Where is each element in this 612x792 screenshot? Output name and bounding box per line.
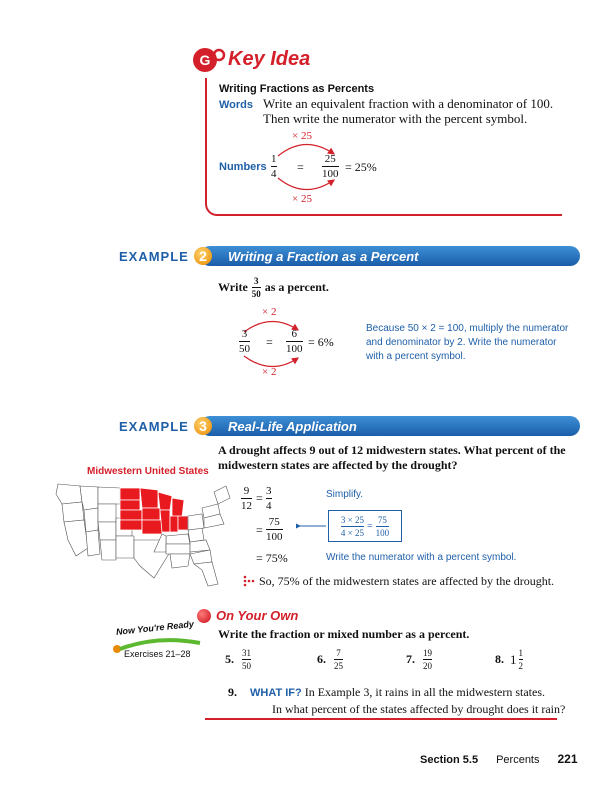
ex3-step1-result-fraction	[266, 485, 272, 512]
map-title: Midwestern United States	[87, 466, 209, 477]
conclusion-arrow-icon	[243, 575, 255, 591]
key-mult-bottom: × 25	[292, 193, 312, 205]
key-idea-subtitle: Writing Fractions as Percents	[219, 83, 375, 95]
ex3-step1-equals: =	[256, 491, 263, 505]
ex3-step1-num: 9	[243, 485, 250, 497]
ex3-conclusion: So, 75% of the midwestern states are affected by the drought.	[259, 574, 555, 588]
words-label: Words	[219, 99, 254, 111]
fraction-bar	[341, 526, 364, 527]
fraction-bar	[239, 341, 250, 342]
ex2-note-line-1: Because 50 × 2 = 100, multiply the numerator	[366, 323, 569, 334]
ex3-connector-arrow	[296, 518, 328, 534]
footer-section: Section 5.5	[420, 754, 479, 766]
oyo-frame-line	[205, 718, 557, 720]
ex3-step1-den: 12	[241, 500, 252, 512]
footer-page: 221	[557, 752, 578, 766]
ex5-num: 31	[242, 648, 251, 658]
ex8-den: 2	[518, 661, 523, 671]
key-frac1-num: 1	[271, 153, 277, 165]
ex2-fraction-2	[286, 328, 303, 355]
ex2-note	[366, 322, 568, 364]
ready-label: Now You're Ready	[115, 618, 195, 637]
exercise-6	[317, 648, 343, 671]
fraction-bar	[423, 659, 432, 660]
ex6-den: 25	[334, 661, 343, 671]
ex6-fraction	[334, 648, 343, 671]
ex5-den: 50	[242, 661, 251, 671]
words-line-1: Write an equivalent fraction with a denominator of 100.	[263, 96, 554, 111]
exercise-9	[228, 684, 566, 717]
ex6-label: 6.	[317, 652, 326, 666]
ex6-num: 7	[336, 648, 341, 658]
key-fraction-1	[271, 153, 277, 180]
ex8-whole: 1	[510, 651, 517, 667]
prompt-write: Write	[218, 280, 248, 294]
ex3-box-result-fraction	[376, 515, 390, 538]
ex3-percent-note: Write the numerator with a percent symbol.	[326, 552, 517, 563]
ex2-equals: =	[266, 335, 273, 349]
example-3-number: 3	[194, 417, 212, 435]
ex3-box-rnum: 75	[377, 514, 387, 525]
key-equals: =	[297, 160, 304, 174]
footer	[420, 752, 578, 766]
fraction-bar	[376, 526, 390, 527]
on-your-own-dot-icon	[197, 609, 211, 623]
ex3-step2-num: 75	[268, 516, 280, 528]
prompt-den: 50	[251, 289, 261, 299]
example-2-label: EXAMPLE	[119, 249, 189, 264]
on-your-own-title: On Your Own	[216, 608, 299, 623]
ready-exercises: Exercises 21–28	[124, 649, 191, 659]
ex9-text-1: In Example 3, it rains in all the midwestern states.	[304, 685, 546, 699]
key-result: = 25%	[345, 160, 377, 174]
fraction-bar	[252, 287, 261, 288]
ex9-whatif: WHAT IF?	[250, 687, 302, 699]
ex8-label: 8.	[495, 652, 504, 666]
ex3-box-rden: 100	[375, 527, 390, 538]
example-3-label: EXAMPLE	[119, 419, 189, 434]
ex2-result: = 6%	[308, 335, 334, 349]
numbers-label: Numbers	[219, 161, 267, 173]
ex3-box-num: 3 × 25	[340, 514, 364, 525]
ex3-simplify-note: Simplify.	[326, 489, 364, 500]
ex3-step1-rnum: 3	[266, 485, 272, 497]
footer-topic: Percents	[496, 754, 540, 766]
ex7-den: 20	[423, 661, 432, 671]
example-3-title: Real-Life Application	[228, 419, 357, 434]
fraction-bar	[242, 659, 251, 660]
ex9-line-1	[228, 684, 565, 701]
ex2-fraction-1	[239, 328, 250, 355]
ex2-frac1-den: 50	[239, 343, 250, 355]
ex7-fraction	[423, 648, 432, 671]
prompt-tail: as a percent.	[264, 280, 329, 294]
ex3-step2-den: 100	[266, 531, 283, 543]
fraction-bar	[266, 529, 283, 530]
ex8-num: 1	[518, 648, 523, 658]
ex2-note-line-3: with a percent symbol.	[366, 351, 466, 362]
svg-text:G: G	[199, 52, 211, 68]
ex2-mult-top: × 2	[262, 306, 277, 318]
key-fraction-2	[322, 153, 339, 180]
example-2-number: 2	[194, 247, 212, 265]
ex3-step1-fraction	[241, 485, 252, 512]
exercise-8	[495, 648, 523, 671]
fraction-bar	[266, 498, 272, 499]
prompt-num: 3	[254, 276, 259, 286]
exercise-7	[406, 648, 432, 671]
prompt-fraction	[252, 276, 261, 299]
ex3-box-equals: =	[366, 520, 373, 532]
ex3-question-line-1: A drought affects 9 out of 12 midwestern states. What percent of the	[218, 443, 566, 457]
example-2-title: Writing a Fraction as a Percent	[228, 249, 419, 264]
fraction-bar	[322, 166, 339, 167]
key-idea-title: Key Idea	[228, 48, 311, 70]
ex3-calc-box	[328, 510, 402, 542]
fraction-bar	[286, 341, 303, 342]
words-line-2: Then write the numerator with the percent symbol.	[263, 111, 528, 126]
go-logo-icon	[192, 46, 226, 74]
ex2-note-line-2: and denominator by 2. Write the numerator	[366, 337, 557, 348]
now-youre-ready-badge[interactable]	[112, 618, 204, 661]
ex3-step1-rden: 4	[266, 500, 272, 512]
key-mult-top: × 25	[292, 130, 312, 142]
fraction-bar	[334, 659, 343, 660]
ex9-text-2: In what percent of the states affected by drought does it rain?	[272, 702, 566, 716]
ex7-label: 7.	[406, 652, 415, 666]
oyo-instruction: Write the fraction or mixed number as a percent.	[218, 627, 470, 641]
fraction-bar	[271, 166, 277, 167]
key-frac1-den: 4	[271, 168, 277, 180]
key-frac2-den: 100	[322, 168, 339, 180]
fraction-bar	[519, 659, 524, 660]
ex2-mult-bottom: × 2	[262, 366, 277, 378]
ex5-fraction	[242, 648, 251, 671]
ex5-label: 5.	[225, 652, 234, 666]
ex3-step3: = 75%	[256, 551, 288, 565]
example-2-prompt	[218, 276, 329, 299]
key-frac2-num: 25	[324, 153, 336, 165]
us-map	[54, 478, 232, 590]
ex2-frac2-den: 100	[286, 343, 303, 355]
ex3-box-fraction	[341, 515, 364, 538]
exercise-5	[225, 648, 251, 671]
ex9-label: 9.	[228, 685, 237, 699]
ex8-fraction	[519, 648, 524, 671]
ex3-question-line-2: midwestern states are affected by the drought?	[218, 458, 458, 472]
ex2-frac2-num: 6	[291, 328, 297, 340]
ex7-num: 19	[423, 648, 432, 658]
ex3-box-den: 4 × 25	[340, 527, 364, 538]
fraction-bar	[241, 498, 252, 499]
ex3-question	[218, 443, 566, 473]
ex3-step2-fraction	[266, 516, 283, 543]
ex2-frac1-num: 3	[241, 328, 248, 340]
ex3-step2-equals: =	[256, 523, 263, 537]
